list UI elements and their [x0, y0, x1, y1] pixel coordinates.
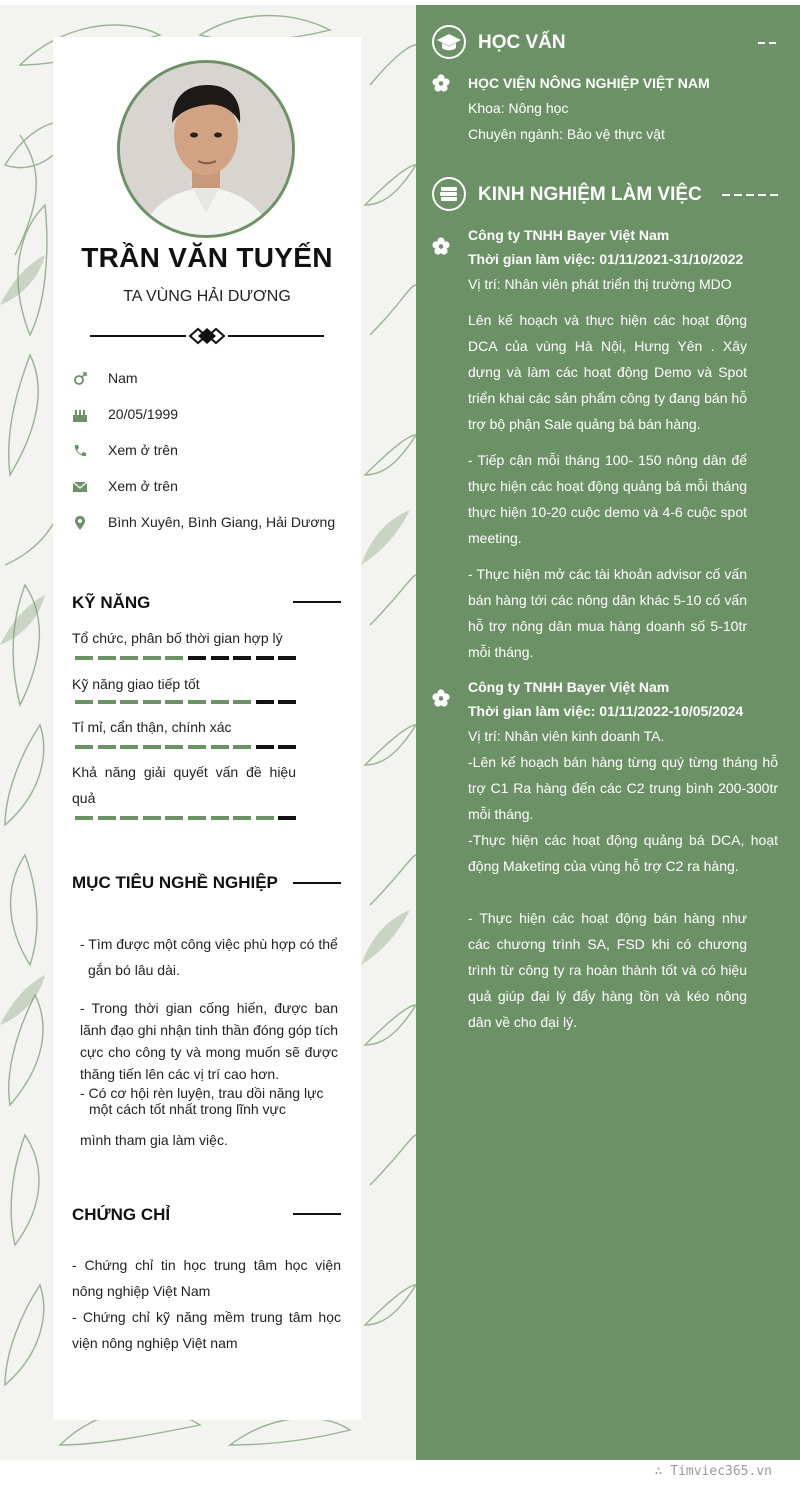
skill-segment-empty [278, 700, 296, 704]
map-marker-icon [72, 515, 88, 531]
skill-label: Kỹ năng giao tiếp tốt [72, 676, 200, 692]
skill-segment-filled [75, 700, 93, 704]
skill-segment-filled [143, 816, 161, 820]
job-description: -Thực hiện các hoạt động quảng bá DCA, hoạt động Maketing của vùng hỗ trợ C2 ra hàng. [468, 832, 778, 874]
skill-segment-empty [256, 700, 274, 704]
graduation-cap-icon [434, 27, 464, 57]
job-company: Công ty TNHH Bayer Việt Nam [468, 679, 670, 695]
skill-segment-filled [98, 656, 116, 660]
skill-segment-filled [75, 816, 93, 820]
skill-segment-filled [98, 816, 116, 820]
envelope-icon [72, 479, 88, 495]
skill-level-bar [75, 816, 296, 820]
objective-text-3c: mình tham gia làm việc. [80, 1132, 228, 1148]
gender-icon [72, 371, 88, 387]
phone-value: Xem ở trên [108, 442, 178, 458]
skill-segment-filled [143, 656, 161, 660]
phone-icon [72, 443, 88, 459]
candidate-name: TRẦN VĂN TUYẾN [81, 242, 333, 273]
skill-segment-filled [256, 816, 274, 820]
education-school: HỌC VIỆN NÔNG NGHIỆP VIỆT NAM [468, 75, 710, 91]
skill-segment-filled [211, 700, 229, 704]
candidate-position: TA VÙNG HẢI DƯƠNG [123, 288, 291, 305]
avatar [117, 60, 295, 238]
ornament-divider [90, 326, 324, 346]
skill-segment-filled [211, 816, 229, 820]
education-badge [432, 25, 466, 59]
education-major: Chuyên ngành: Bảo vệ thực vật [468, 126, 665, 142]
certificate-item: - Chứng chỉ kỹ năng mềm trung tâm học viện nông nghiệp Việt nam [72, 1309, 341, 1351]
skill-segment-filled [233, 700, 251, 704]
job-description: Lên kế hoạch và thực hiện các hoạt động DCA của vùng Hà Nội, Hưng Yên . Xây dựng và làm các hoạt động Demo và Spot triển khai các sản phẩm công ty đang bán hỗ trợ bộ phận Sale quảng bá bán hàng. [468, 312, 747, 432]
skill-segment-filled [233, 745, 251, 749]
job-description: -Lên kế hoạch bán hàng từng quý từng tháng hỗ trợ C1 Ra hàng đến các C2 trung bình 200-300tr mỗi tháng. [468, 754, 778, 822]
skill-segment-filled [188, 745, 206, 749]
job-description: - Tiếp cận mỗi tháng 100- 150 nông dân để thực hiện các hoạt động quảng bá mỗi tháng thực hiện 10-20 cuộc demo và 4-6 cuộc spot meeting. [468, 452, 747, 546]
skills-heading-line [293, 601, 341, 603]
skill-segment-empty [256, 656, 274, 660]
education-faculty: Khoa: Nông học [468, 100, 569, 116]
address-value: Bình Xuyên, Bình Giang, Hải Dương [108, 514, 336, 530]
skill-segment-filled [120, 700, 138, 704]
birthday-cake-icon [72, 407, 88, 423]
skill-segment-filled [143, 700, 161, 704]
skill-label: Tỉ mỉ, cẩn thận, chính xác [72, 719, 232, 735]
skill-label: Khả năng giải quyết vấn đề hiệu [72, 764, 296, 780]
skill-segment-filled [98, 745, 116, 749]
skill-segment-empty [278, 656, 296, 660]
skill-segment-filled [211, 745, 229, 749]
objective-text-1a: - Tìm được một công việc phù hợp có thể [80, 936, 338, 952]
skill-segment-filled [120, 745, 138, 749]
job-period: Thời gian làm việc: 01/11/2021-31/10/2022 [468, 251, 744, 267]
person-photo-icon [120, 63, 292, 235]
skill-segment-empty [278, 816, 296, 820]
skill-segment-empty [188, 656, 206, 660]
skill-segment-filled [98, 700, 116, 704]
skill-segment-filled [75, 656, 93, 660]
skill-segment-empty [278, 745, 296, 749]
skill-segment-empty [256, 745, 274, 749]
skill-segment-empty [233, 656, 251, 660]
objective-text-3b: một cách tốt nhất trong lĩnh vực [89, 1101, 286, 1117]
skills-heading: KỸ NĂNG [72, 593, 151, 612]
education-heading: HỌC VẤN [478, 32, 566, 53]
skill-segment-filled [165, 745, 183, 749]
objective-text-3a: - Có cơ hội rèn luyện, trau dồi năng lực [80, 1085, 324, 1101]
gender-value: Nam [108, 370, 138, 386]
email-value: Xem ở trên [108, 478, 178, 494]
skill-segment-filled [188, 700, 206, 704]
job-role: Vị trí: Nhân viên kinh doanh TA. [468, 728, 665, 744]
skill-label-continued: quả [72, 790, 96, 806]
job-description: - Thực hiện mở các tài khoản advisor cố vấn bán hàng tới các nông dân khác 5-10 cố vấn hỗ trợ nông dân mua hàng doanh số 5-10tr mỗi tháng. [468, 566, 747, 660]
experience-heading: KINH NGHIỆM LÀM VIỆC [478, 184, 702, 205]
skill-level-bar [75, 745, 296, 749]
books-icon [434, 179, 464, 209]
skill-segment-filled [120, 816, 138, 820]
objective-text-2: - Trong thời gian cống hiến, được ban lãnh đạo ghi nhận tinh thần đóng góp tích cực cho công ty và mong muốn sẽ được thăng tiến lên các vị trí cao hơn. [80, 1000, 338, 1082]
skill-level-bar [75, 656, 296, 660]
skill-level-bar [75, 700, 296, 704]
skill-segment-filled [165, 700, 183, 704]
job-company: Công ty TNHH Bayer Việt Nam [468, 227, 670, 243]
certificates-heading: CHỨNG CHỈ [72, 1205, 171, 1224]
objective-heading-line [293, 882, 341, 884]
flower-bullet-icon [432, 74, 450, 92]
skill-segment-filled [75, 745, 93, 749]
flower-bullet-icon [432, 689, 450, 707]
objective-text-1b: gắn bó lâu dài. [88, 962, 180, 978]
skill-segment-empty [211, 656, 229, 660]
skill-segment-filled [165, 816, 183, 820]
skill-label: Tổ chức, phân bố thời gian hợp lý [72, 630, 283, 646]
skill-segment-filled [165, 656, 183, 660]
objective-heading: MỤC TIÊU NGHỀ NGHIỆP [72, 873, 278, 892]
skill-segment-filled [120, 656, 138, 660]
job-role: Vị trí: Nhân viên phát triển thị trường MDO [468, 276, 732, 292]
birthday-value: 20/05/1999 [108, 406, 179, 422]
education-heading-dashes [758, 42, 778, 44]
site-watermark: ∴ Timviec365.vn [654, 1464, 772, 1479]
experience-badge [432, 177, 466, 211]
certificates-heading-line [293, 1213, 341, 1215]
skill-segment-filled [233, 816, 251, 820]
experience-heading-dashes [722, 194, 778, 196]
certificate-item: - Chứng chỉ tin học trung tâm học viện nông nghiệp Việt Nam [72, 1257, 341, 1299]
job-period: Thời gian làm việc: 01/11/2022-10/05/2024 [468, 703, 744, 719]
job-description: - Thực hiện các hoạt động bán hàng như các chương trình SA, FSD khi có chương trình từ công ty ra hoàn thành tốt và có hiệu quả giúp đại lý đẩy hàng tồn và kéo nông dân về cho đại lý. [468, 910, 747, 1030]
skill-segment-filled [143, 745, 161, 749]
skill-segment-filled [188, 816, 206, 820]
flower-bullet-icon [432, 237, 450, 255]
